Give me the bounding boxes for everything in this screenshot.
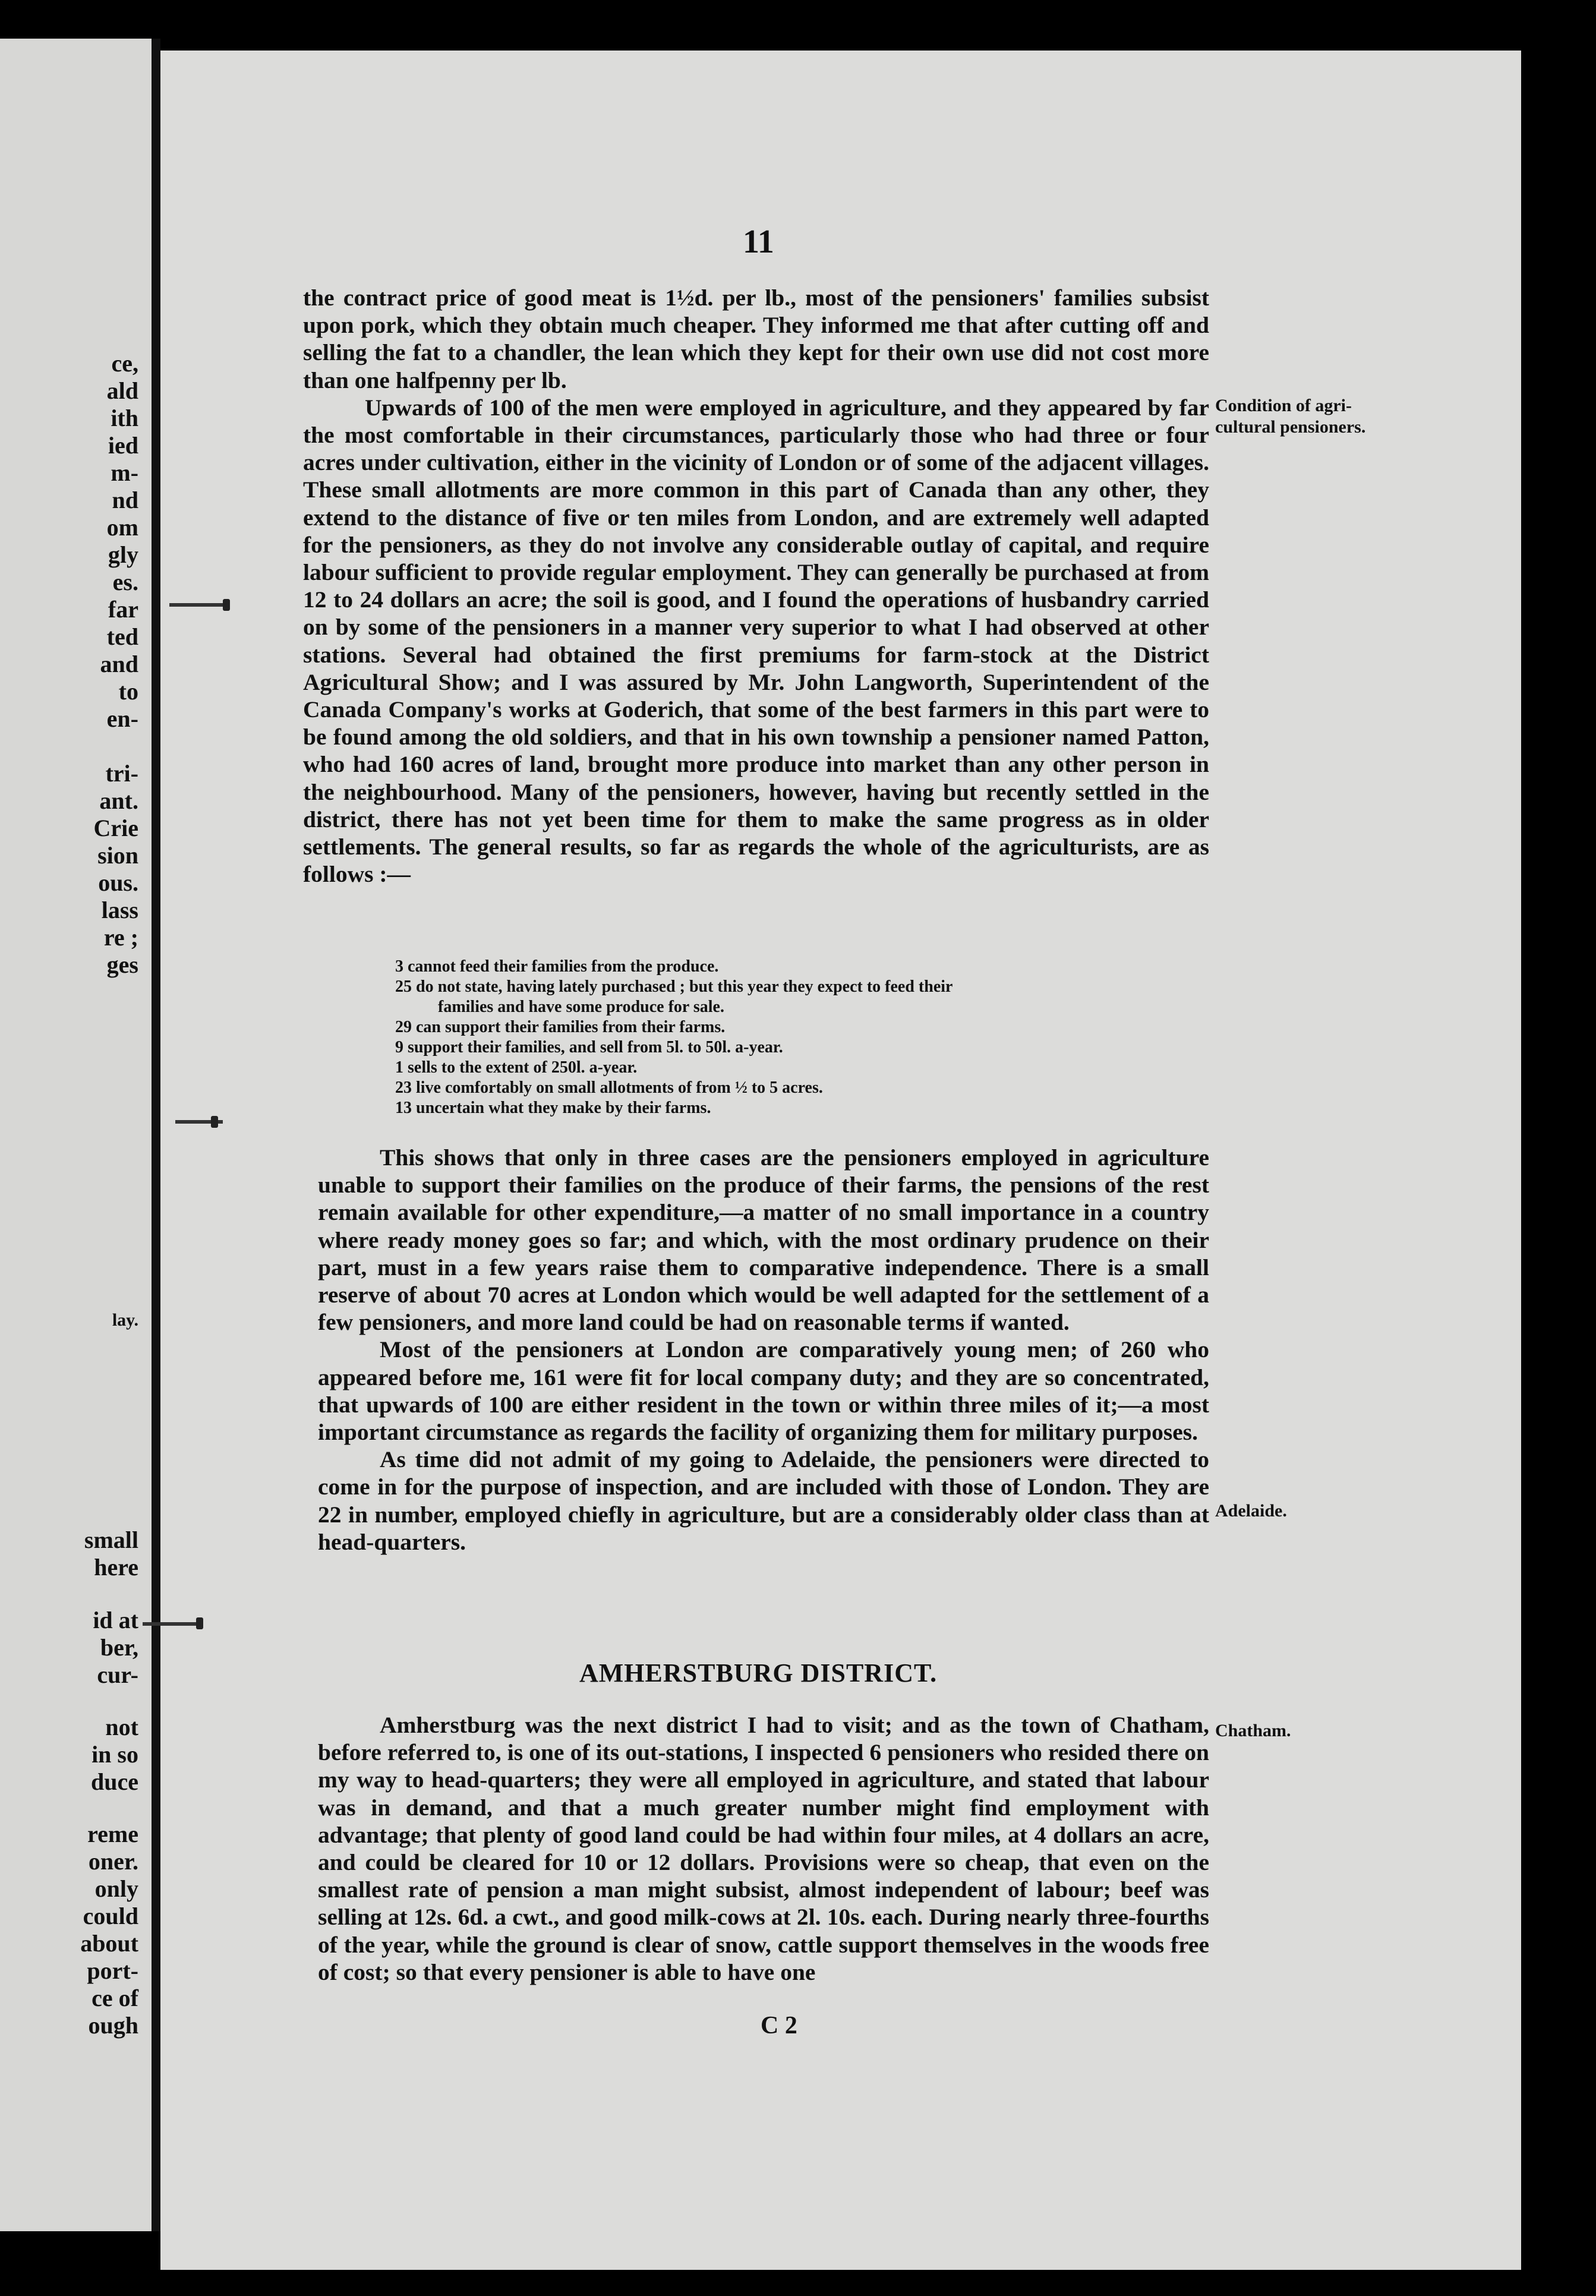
left-page-text: om xyxy=(106,514,138,541)
left-page-text: ough xyxy=(88,2012,138,2039)
left-page-text: small xyxy=(84,1527,138,1553)
paragraph: Most of the pensioners at London are comparatively young men; of 260 who appeared before me, 161 were fit for local company duty; and they are so concentrated, that upwards of 100 are either resident in the town or within three miles of it;—a most important circumstance as regards the facility of organizing them for military purposes. xyxy=(318,1336,1209,1446)
left-page-text: m- xyxy=(111,459,138,486)
left-page-text: sion xyxy=(97,842,138,869)
left-page-text: en- xyxy=(106,705,138,732)
left-page-text: ted xyxy=(106,623,138,650)
left-page-text: nd xyxy=(112,487,138,513)
left-page-text: reme xyxy=(87,1821,138,1847)
list-item: 25 do not state, having lately purchased ; but this year they expect to feed their xyxy=(395,977,953,996)
list-item: 1 sells to the extent of 250l. a-year. xyxy=(395,1058,638,1077)
paragraph: Upwards of 100 of the men were employed in agriculture, and they appeared by far the most comfortable in their circumstances, particularly those who had three or four acres under cultivation, either in the vicinity of London or of some of the adjacent villages. These small allotments are more common in this part of Canada than any other, they extend to the distance of five or ten miles from London, and are extremely well adapted for the pensioners, as they do not involve any considerable outlay of capital, and require labour sufficient to provide regular employment. They can generally be purchased at from 12 to 24 dollars an acre; the soil is good, and I found the operations of husbandry carried on by some of the pensioners in a manner very superior to what I had observed at other stations. Several had obtained the first premiums for farm-stock at the District Agricultural Show; and I was assured by Mr. John Langworth, Superintendent of the Canada Company's works at Goderich, that some of the best farmers in this part were to be found among the old soldiers, and that in his own township a pensioner named Patton, who had 160 acres of land, brought more produce into market than any other person in the neighbourhood. Many of the pensioners, however, having but recently settled in the district, there has not yet been time for them to make the same progress as in older settlements. The general results, so far as regards the whole of the agriculturists, are as follows :— xyxy=(303,394,1209,888)
left-page-text: ied xyxy=(108,432,138,459)
left-page-text: here xyxy=(94,1554,138,1581)
left-page-text: about xyxy=(80,1930,138,1957)
left-page-text: duce xyxy=(91,1768,138,1795)
left-page-text: could xyxy=(83,1903,138,1929)
signature-mark: C 2 xyxy=(761,2012,797,2039)
left-page-text: to xyxy=(118,678,138,705)
left-page-text: ce, xyxy=(111,350,138,377)
binding-pin-knob xyxy=(223,599,230,611)
results-list xyxy=(395,957,1227,1118)
book-spine xyxy=(152,39,160,2231)
left-page-text: ber, xyxy=(100,1634,138,1661)
left-page-text: in so xyxy=(92,1741,138,1768)
left-page-text: far xyxy=(108,596,138,623)
left-page-text: re ; xyxy=(103,924,138,951)
list-item: 29 can support their families from their farms. xyxy=(395,1018,726,1036)
list-item: 3 cannot feed their families from the produce. xyxy=(395,957,719,976)
left-page-text: ald xyxy=(106,377,138,404)
left-page-text: only xyxy=(94,1875,138,1902)
list-item: 9 support their families, and sell from 5l. to 50l. a-year. xyxy=(395,1038,783,1056)
binding-pin-knob xyxy=(211,1116,218,1128)
left-page-text: ce of xyxy=(92,1985,138,2011)
margin-note-chatham: Chatham. xyxy=(1215,1721,1291,1740)
left-page-text: id at xyxy=(93,1607,138,1633)
left-page-text: oner. xyxy=(88,1848,138,1875)
left-page-text: es. xyxy=(112,569,138,595)
left-page-text: lass xyxy=(101,897,138,923)
list-item: 23 live comfortably on small allotments of from ½ to 5 acres. xyxy=(395,1078,823,1097)
left-page-fragment xyxy=(0,39,152,2231)
left-page-text: gly xyxy=(108,541,138,568)
margin-note-agriculture: cultural pensioners. xyxy=(1215,417,1366,437)
binding-pin xyxy=(143,1622,199,1626)
list-item: families and have some produce for sale. xyxy=(438,998,724,1016)
paragraph: As time did not admit of my going to Adelaide, the pensioners were directed to come in for the purpose of inspection, and are included with those of London. They are 22 in number, employed chiefly in agriculture, but are a considerably older class than at head-quarters. xyxy=(318,1446,1209,1555)
page-number: 11 xyxy=(743,223,774,260)
paragraph: This shows that only in three cases are the pensioners employed in agriculture unable to support their families on the produce of their farms, the pensions of the rest remain available for other expenditure,—a matter of no small importance in a country where ready money goes so far; and which, with the most ordinary prudence on their part, must in a few years raise them to comparative independence. There is a small reserve of about 70 acres at London which would be well adapted for the settlement of a few pensioners, and more land could be had on reasonable terms if wanted. xyxy=(318,1144,1209,1336)
margin-note-agriculture: Condition of agri- xyxy=(1215,396,1352,415)
left-page-text: ith xyxy=(111,405,138,431)
left-page-text: ous. xyxy=(98,869,138,896)
main-text-lower xyxy=(318,1711,1209,1986)
left-page-text: port- xyxy=(87,1957,138,1984)
left-page-text: lay. xyxy=(112,1310,138,1330)
main-text-upper xyxy=(303,284,1209,888)
left-page-text: Crie xyxy=(93,815,138,841)
paragraph: Amherstburg was the next district I had to visit; and as the town of Chatham, before referred to, is one of its out-stations, I inspected 6 pensioners who resided there on my way to head-quarters; they were all employed in agriculture, and stated that labour was in demand, and that a much greater number might find employment with advantage; that plenty of good land could be had within four miles, at 4 dollars an acre, and could be cleared for 10 or 12 dollars. Provisions were so cheap, that even on the smallest rate of pension a man might subsist, almost independent of labour; beef was selling at 12s. 6d. a cwt., and good milk-cows at 2l. 10s. each. During nearly three-fourths of the year, while the ground is clear of snow, cattle support themselves in the woods free of cost; so that every pensioner is able to have one xyxy=(318,1712,1209,1985)
paragraph: the contract price of good meat is 1½d. per lb., most of the pensioners' families subsist upon pork, which they obtain much cheaper. They informed me that after cutting off and selling the fat to a chandler, the lean which they kept for their own use did not cost more than one halfpenny per lb. xyxy=(303,285,1209,393)
left-page-text: cur- xyxy=(97,1661,138,1688)
binding-pin-knob xyxy=(196,1617,203,1629)
section-heading: AMHERSTBURG DISTRICT. xyxy=(579,1658,938,1688)
list-item: 13 uncertain what they make by their farms. xyxy=(395,1099,711,1117)
left-page-text: ant. xyxy=(99,787,138,814)
main-text-middle xyxy=(318,1144,1209,1556)
left-page-text: not xyxy=(105,1714,138,1740)
left-page-text: ges xyxy=(106,951,138,978)
left-page-text: tri- xyxy=(105,760,138,787)
left-page-text: and xyxy=(100,651,138,677)
margin-note-adelaide: Adelaide. xyxy=(1215,1501,1287,1521)
binding-pin xyxy=(169,603,229,607)
